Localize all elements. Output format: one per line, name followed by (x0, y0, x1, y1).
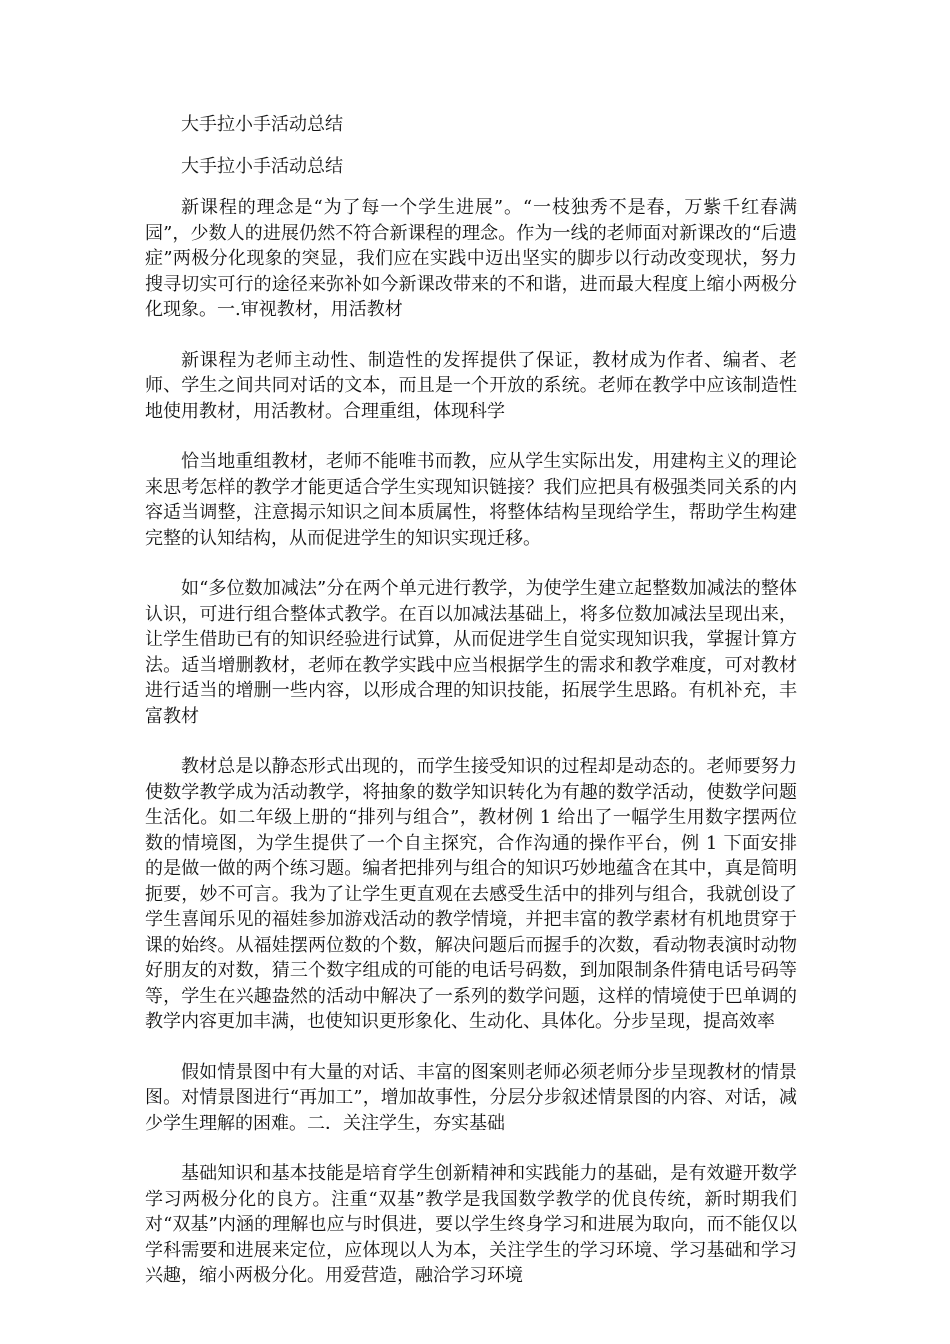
paragraph-2: 新课程为老师主动性、制造性的发挥提供了保证，教材成为作者、编者、老师、学生之间共同对话的文本，而且是一个开放的系统。老师在教学中应该制造性地使用教材，用活教材。合理重组，体现科学 (145, 349, 797, 422)
paragraph-7: 基础知识和基本技能是培育学生创新精神和实践能力的基础，是有效避开数学学习两极分化的良方。注重“双基”教学是我国数学教学的优良传统，新时期我们对“双基”内涵的理解也应与时俱进，要以学生终身学习和进展为取向，而不能仅以学科需要和进展来定位，应体现以人为本，关注学生的学习环境、学习基础和学习兴趣，缩小两极分化。用爱营造，融洽学习环境 (145, 1163, 797, 1286)
document-title: 大手拉小手活动总结 (181, 114, 343, 135)
document-subtitle: 大手拉小手活动总结 (181, 155, 343, 177)
paragraph-5: 教材总是以静态形式出现的，而学生接受知识的过程却是动态的。老师要努力使数学教学成为活动教学，将抽象的数学知识转化为有趣的数学活动，使数学问题生活化。如二年级上册的“排列与组合”，教材例 1 给出了一幅学生用数字摆两位数的情境图，为学生提供了一个自主探究，合作沟通的操作平台，例 1 下面安排的是做一做的两个练习题。编者把排列与组合的知识巧妙地蕴含在其中，真是简明扼要，妙不可言。我为了让学生更直观在去感受生活中的排列与组合，我就创设了学生喜闻乐见的福娃参加游戏活动的教学情境，并把丰富的教学素材有机地贯穿于课的始终。从福娃摆两位数的个数，解决问题后而握手的次数，看动物表演时动物好朋友的对数，猜三个数字组成的可能的电话号码数，到加限制条件猜电话号码等等，学生在兴趣盎然的活动中解决了一系列的数学问题，这样的情境使于巴单调的教学内容更加丰满，也使知识更形象化、生动化、具体化。分步呈现，提高效率 (145, 756, 797, 1032)
paragraph-4: 如“多位数加减法”分在两个单元进行教学，为使学生建立起整数加减法的整体认识，可进行组合整体式教学。在百以加减法基础上，将多位数加减法呈现出来，让学生借助已有的知识经验进行试算，从而促进学生自觉实现知识我，掌握计算方法。适当增删教材，老师在教学实践中应当根据学生的需求和教学难度，可对教材进行适当的增删一些内容，以形成合理的知识技能，拓展学生思路。有机补充，丰富教材 (145, 578, 797, 727)
paragraph-6: 假如情景图中有大量的对话、丰富的图案则老师必须老师分步呈现教材的情景图。对情景图进行“再加工”，增加故事性，分层分步叙述情景图的内容、对话，减少学生理解的困难。二．关注学生，夯实基础 (145, 1061, 797, 1134)
document-body (145, 112, 797, 1289)
paragraph-3: 恰当地重组教材，老师不能唯书而教，应从学生实际出发，用建构主义的理论来思考怎样的教学才能更适合学生实现知识链接？我们应把具有极强类同关系的内容适当调整，注意揭示知识之间本质属性，将整体结构呈现给学生，帮助学生构建完整的认知结构，从而促进学生的知识实现迁移。 (145, 451, 797, 549)
paragraph-1: 新课程的理念是“为了每一个学生进展”。“一枝独秀不是春，万紫千红春满园”，少数人的进展仍然不符合新课程的理念。作为一线的老师面对新课改的“后遗症”两极分化现象的突显，我们应在实践中迈出坚实的脚步以行动改变现状，努力搜寻切实可行的途径来弥补如今新课改带来的不和谐，进而最大程度上缩小两极分化现象。一.审视教材，用活教材 (145, 197, 797, 320)
